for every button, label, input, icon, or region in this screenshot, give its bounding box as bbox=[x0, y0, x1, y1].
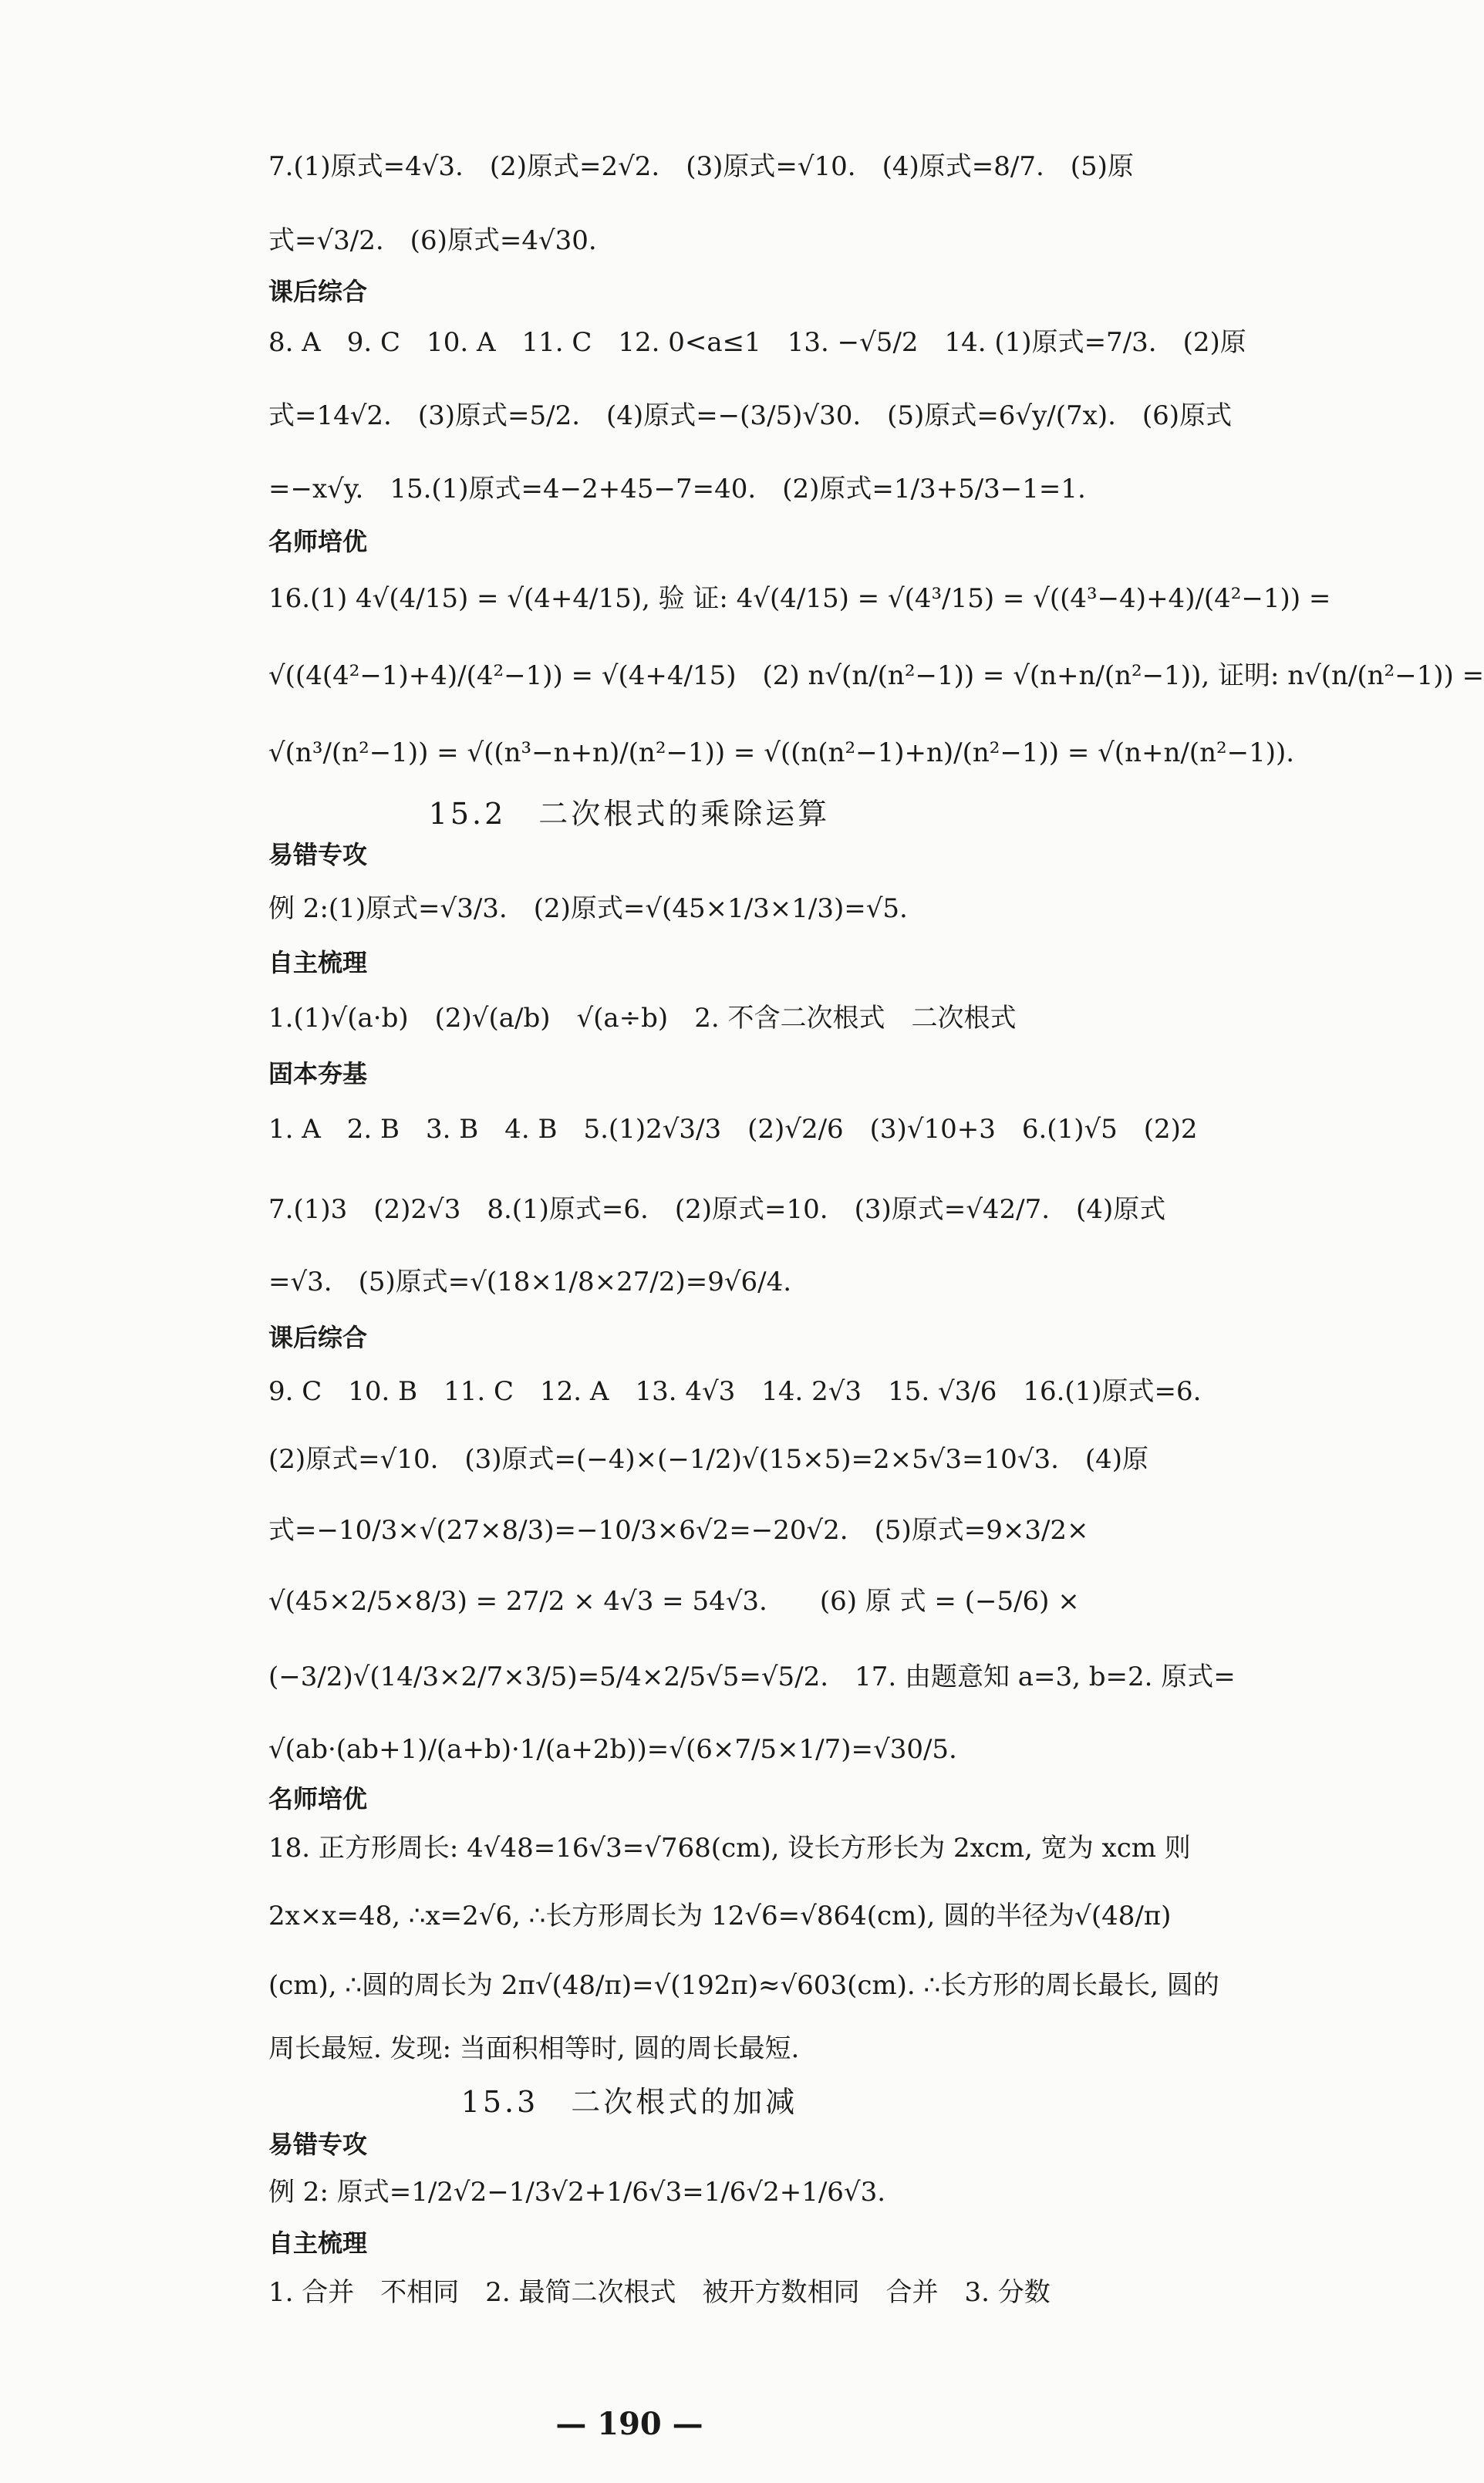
page-number: — 190 — bbox=[555, 2406, 703, 2442]
section-heading: 固本夯基 bbox=[268, 1059, 368, 1088]
answer-line: 9. C 10. B 11. C 12. A 13. 4√3 14. 2√3 15. √3/6 16.(1)原式=6. bbox=[268, 1376, 1202, 1407]
answer-line: √(45×2/5×8/3) = 27/2 × 4√3 = 54√3. (6) 原 式 = (−5/6) × bbox=[268, 1586, 1080, 1617]
section-heading: 名师培优 bbox=[268, 527, 368, 556]
section-heading: 名师培优 bbox=[268, 1784, 368, 1813]
answer-line: 周长最短. 发现: 当面积相等时, 圆的周长最短. bbox=[268, 2033, 800, 2064]
section-heading: 易错专攻 bbox=[268, 840, 368, 869]
section-heading: 自主梳理 bbox=[268, 948, 368, 977]
answer-line: =−x√y. 15.(1)原式=4−2+45−7=40. (2)原式=1/3+5/3−1=1. bbox=[268, 474, 1086, 504]
answer-line: 例 2: 原式=1/2√2−1/3√2+1/6√3=1/6√2+1/6√3. bbox=[268, 2177, 886, 2208]
answer-line: (cm), ∴圆的周长为 2π√(48/π)=√(192π)≈√603(cm). ∴长方形的周长最长, 圆的 bbox=[268, 1970, 1219, 2001]
answer-line: 18. 正方形周长: 4√48=16√3=√768(cm), 设长方形长为 2xcm, 宽为 xcm 则 bbox=[268, 1833, 1191, 1864]
answer-line: 7.(1)原式=4√3. (2)原式=2√2. (3)原式=√10. (4)原式=8/7. (5)原 bbox=[268, 151, 1134, 182]
answer-line: 2x×x=48, ∴x=2√6, ∴长方形周长为 12√6=√864(cm), 圆的半径为√(48/π) bbox=[268, 1901, 1172, 1931]
answer-line: 8. A 9. C 10. A 11. C 12. 0<a≤1 13. −√5/2 14. (1)原式=7/3. (2)原 bbox=[268, 327, 1246, 358]
answer-line: =√3. (5)原式=√(18×1/8×27/2)=9√6/4. bbox=[268, 1267, 792, 1297]
answer-line: (2)原式=√10. (3)原式=(−4)×(−1/2)√(15×5)=2×5√3=10√3. (4)原 bbox=[268, 1444, 1149, 1475]
section-heading: 课后综合 bbox=[268, 277, 368, 306]
answer-line: 例 2:(1)原式=√3/3. (2)原式=√(45×1/3×1/3)=√5. bbox=[268, 893, 908, 924]
section-heading: 易错专攻 bbox=[268, 2130, 368, 2159]
answer-line: √(n³/(n²−1)) = √((n³−n+n)/(n²−1)) = √((n(n²−1)+n)/(n²−1)) = √(n+n/(n²−1)). bbox=[268, 737, 1295, 768]
section-heading: 课后综合 bbox=[268, 1323, 368, 1352]
answer-line: 1. A 2. B 3. B 4. B 5.(1)2√3/3 (2)√2/6 (3)√10+3 6.(1)√5 (2)2 bbox=[268, 1114, 1198, 1145]
answer-line: 式=14√2. (3)原式=5/2. (4)原式=−(3/5)√30. (5)原式=6√y/(7x). (6)原式 bbox=[268, 400, 1233, 431]
answer-line: √(ab·(ab+1)/(a+b)·1/(a+2b))=√(6×7/5×1/7)=√30/5. bbox=[268, 1734, 957, 1765]
section-title: 15.2 二次根式的乘除运算 bbox=[428, 797, 831, 831]
answer-line: 1.(1)√(a·b) (2)√(a/b) √(a÷b) 2. 不含二次根式 二次根式 bbox=[268, 1003, 1017, 1034]
answer-line: 式=√3/2. (6)原式=4√30. bbox=[268, 225, 597, 256]
answer-line: √((4(4²−1)+4)/(4²−1)) = √(4+4/15) (2) n√(n/(n²−1)) = √(n+n/(n²−1)), 证明: n√(n/(n²−1)) = bbox=[268, 660, 1484, 691]
answer-line: 7.(1)3 (2)2√3 8.(1)原式=6. (2)原式=10. (3)原式=√42/7. (4)原式 bbox=[268, 1194, 1166, 1225]
section-title: 15.3 二次根式的加减 bbox=[460, 2085, 798, 2119]
answer-line: (−3/2)√(14/3×2/7×3/5)=5/4×2/5√5=√5/2. 17. 由题意知 a=3, b=2. 原式= bbox=[268, 1662, 1236, 1692]
answer-line: 1. 合并 不相同 2. 最简二次根式 被开方数相同 合并 3. 分数 bbox=[268, 2277, 1051, 2308]
answer-line: 16.(1) 4√(4/15) = √(4+4/15), 验 证: 4√(4/15) = √(4³/15) = √((4³−4)+4)/(4²−1)) = bbox=[268, 583, 1331, 614]
section-heading: 自主梳理 bbox=[268, 2228, 368, 2258]
answer-line: 式=−10/3×√(27×8/3)=−10/3×6√2=−20√2. (5)原式=9×3/2× bbox=[268, 1515, 1089, 1546]
